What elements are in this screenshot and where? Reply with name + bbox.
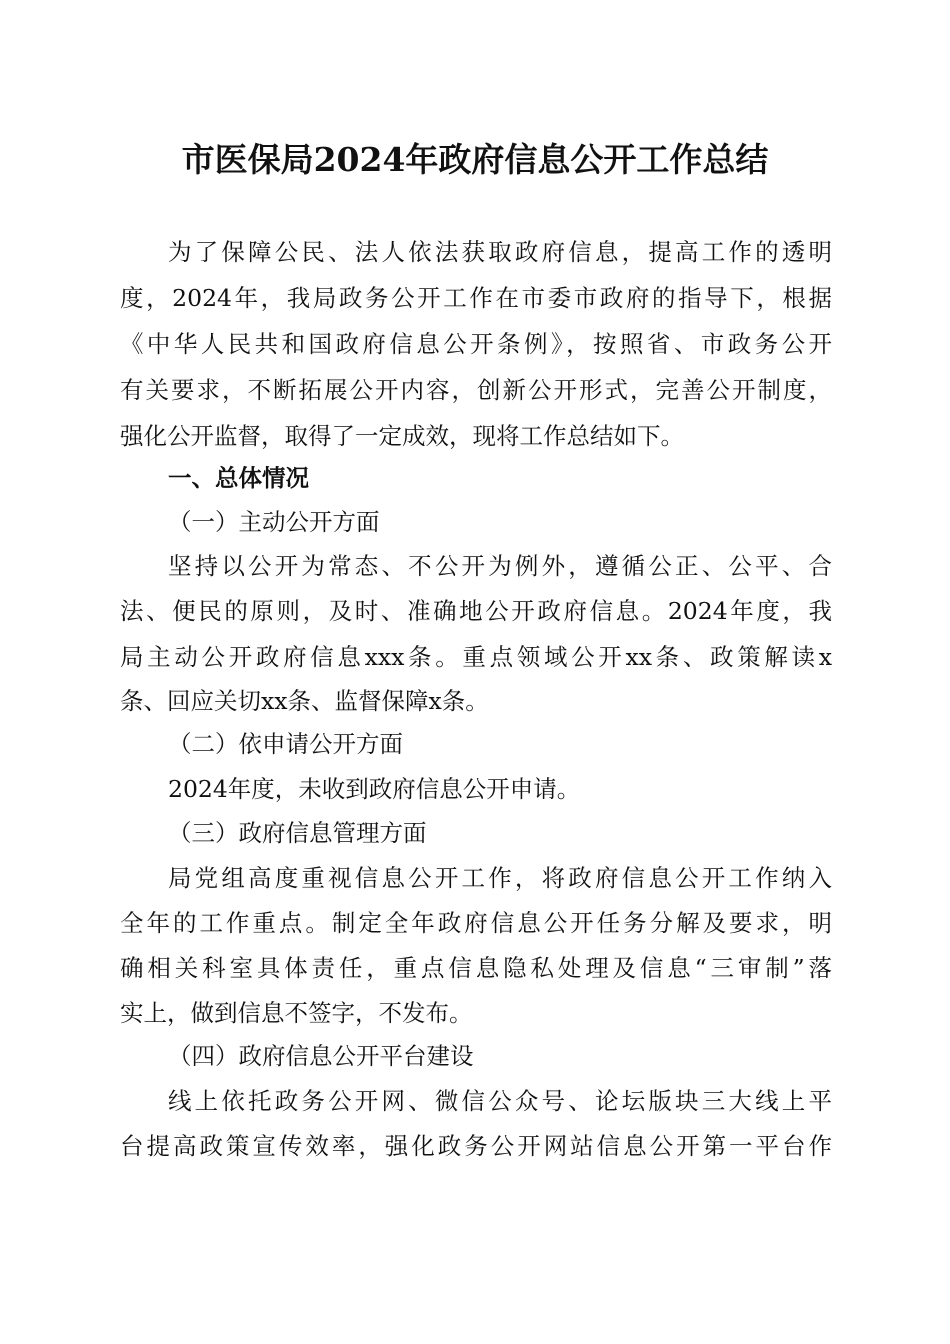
sub2-line-1: 2024年度，未收到政府信息公开申请。: [168, 775, 581, 803]
subheading-platform-construction: （四）政府信息公开平台建设: [168, 1042, 474, 1070]
document-title: 市医保局2024年政府信息公开工作总结: [181, 140, 769, 179]
sub1-line-3: 局主动公开政府信息xxx条。重点领域公开xx条、政策解读x: [120, 643, 832, 671]
sub1-line-2: 法、便民的原则，及时、准确地公开政府信息。2024年度，我: [120, 597, 832, 625]
subheading-application-disclosure: （二）依申请公开方面: [168, 730, 403, 758]
sub3-line-3: 确相关科室具体责任，重点信息隐私处理及信息“三审制”落: [120, 954, 832, 982]
sub4-line-1: 线上依托政务公开网、微信公众号、论坛版块三大线上平: [168, 1087, 832, 1115]
section-heading-overview: 一、总体情况: [168, 464, 309, 492]
sub3-line-2: 全年的工作重点。制定全年政府信息公开任务分解及要求，明: [120, 909, 832, 937]
intro-line-3: 《中华人民共和国政府信息公开条例》，按照省、市政务公开: [120, 330, 832, 358]
intro-line-4: 有关要求，不断拓展公开内容，创新公开形式，完善公开制度，: [120, 376, 832, 404]
sub3-line-4: 实上，做到信息不签字，不发布。: [120, 999, 473, 1027]
sub1-line-1: 坚持以公开为常态、不公开为例外，遵循公正、公平、合: [168, 552, 832, 580]
sub3-line-1: 局党组高度重视信息公开工作，将政府信息公开工作纳入: [168, 864, 832, 892]
intro-line-1: 为了保障公民、法人依法获取政府信息，提高工作的透明: [168, 238, 832, 266]
subheading-information-management: （三）政府信息管理方面: [168, 819, 427, 847]
sub1-line-4: 条、回应关切xx条、监督保障x条。: [120, 687, 489, 715]
subheading-proactive-disclosure: （一）主动公开方面: [168, 508, 380, 536]
intro-line-5: 强化公开监督，取得了一定成效，现将工作总结如下。: [120, 422, 684, 450]
intro-line-2: 度，2024年，我局政务公开工作在市委市政府的指导下，根据: [120, 284, 832, 312]
sub4-line-2: 台提高政策宣传效率，强化政务公开网站信息公开第一平台作: [120, 1132, 832, 1160]
